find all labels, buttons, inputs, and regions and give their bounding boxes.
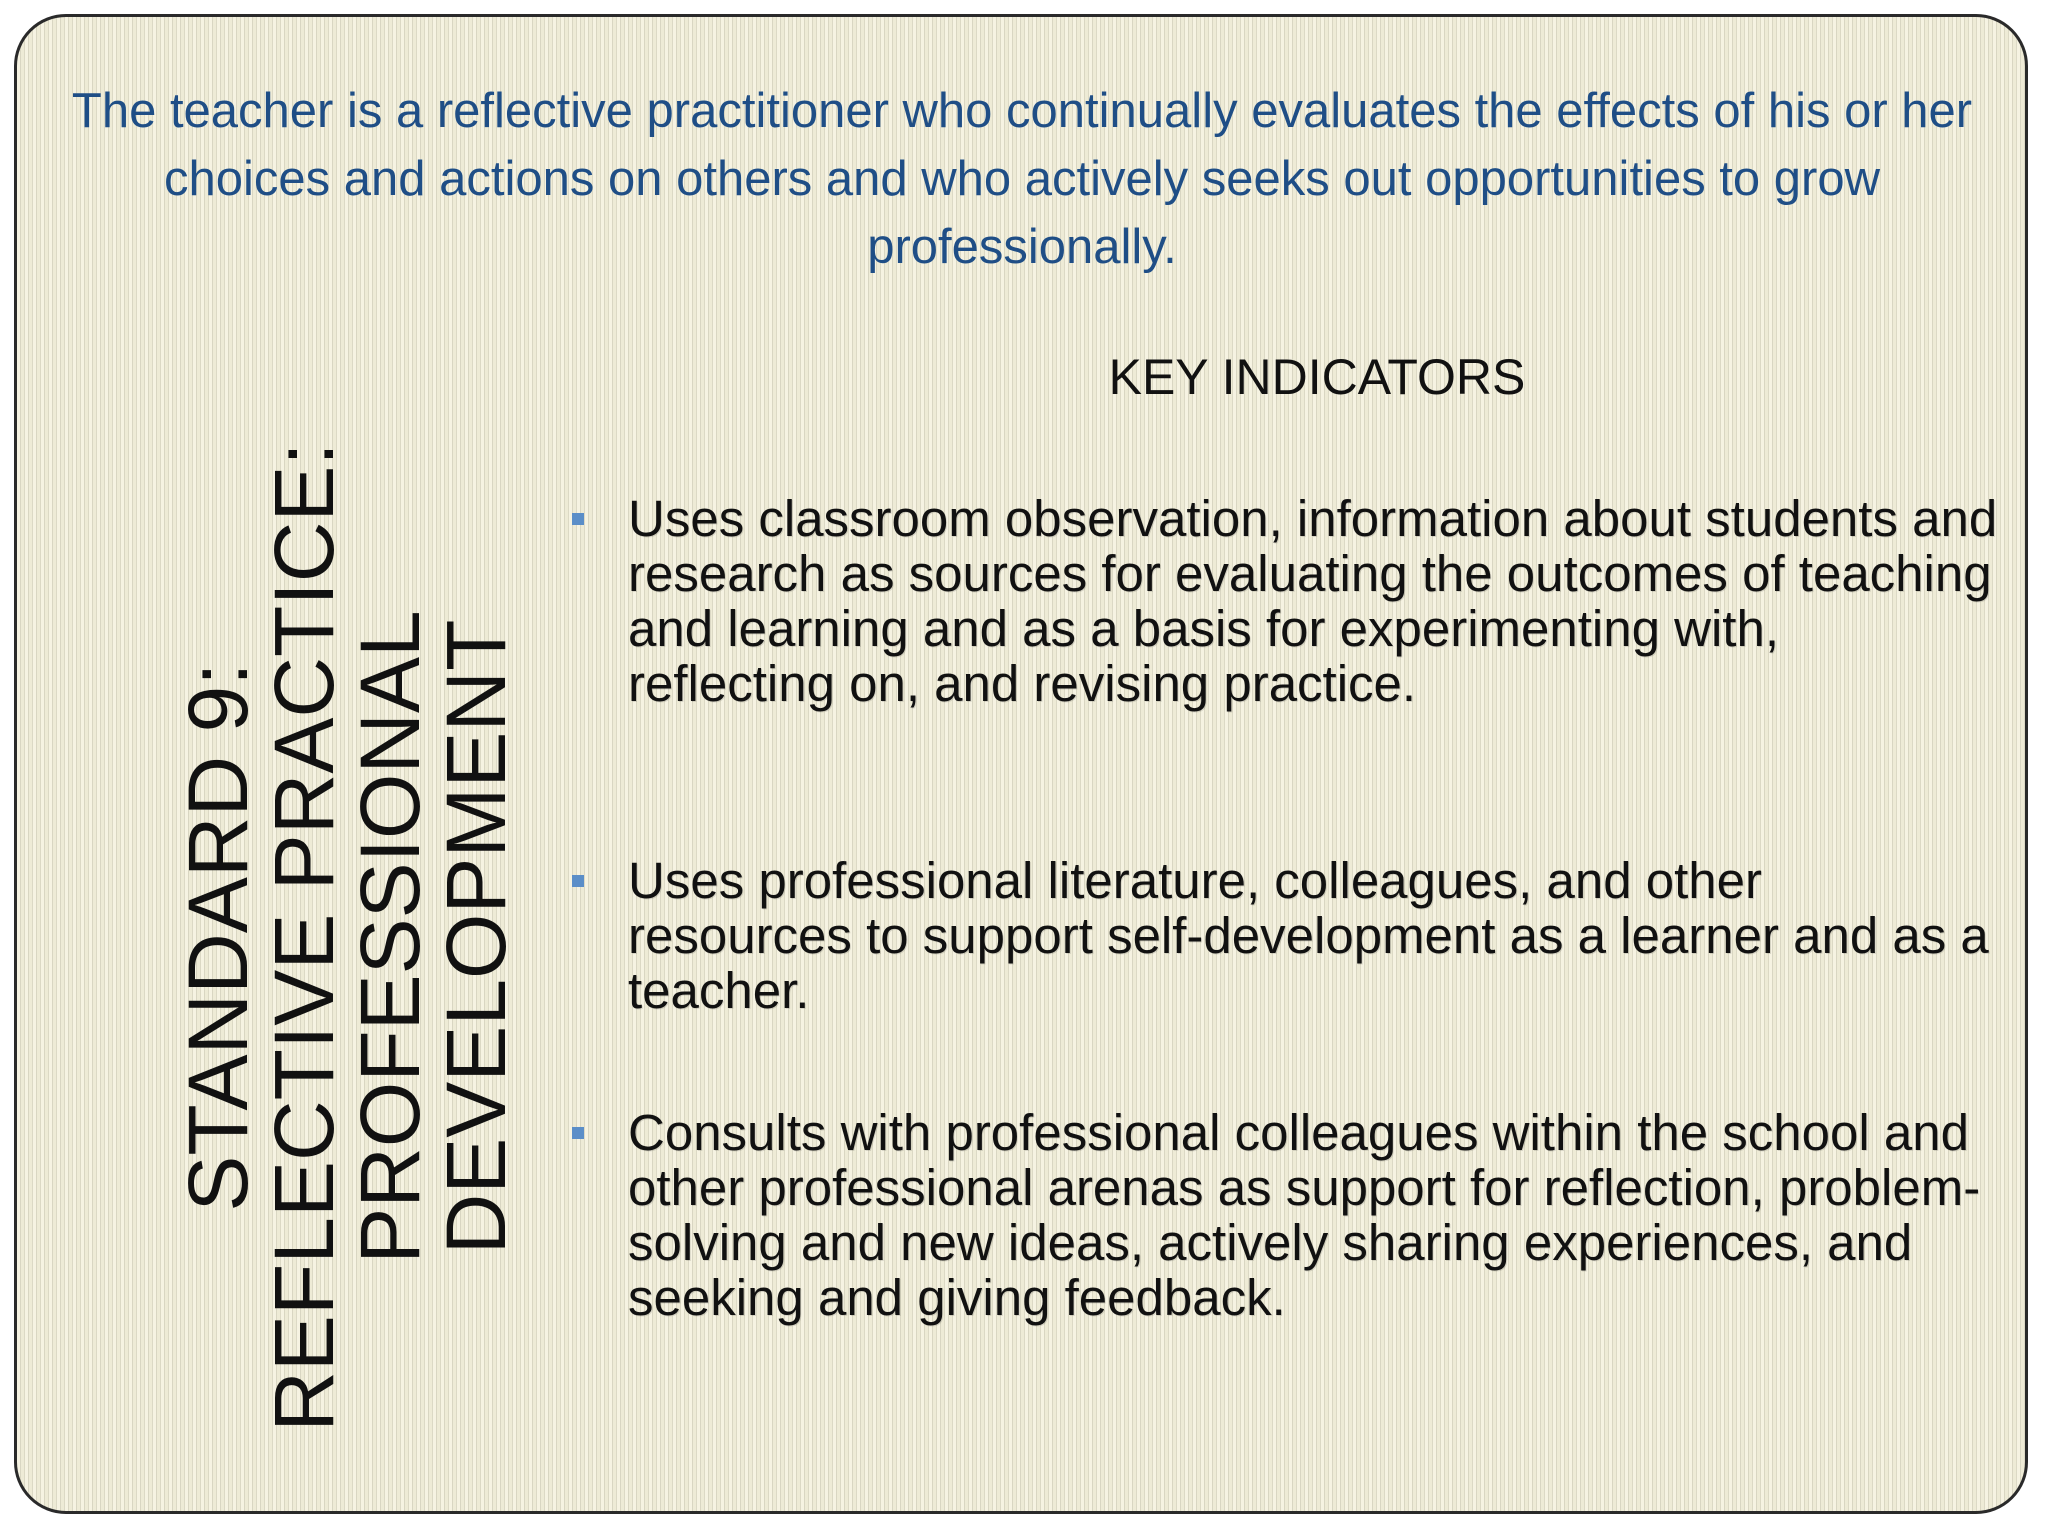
vertical-title-line-standard: STANDARD 9: — [171, 662, 265, 1212]
mission-statement: The teacher is a reflective practitioner who continually evaluates the effects of his or her choices and actions on others and who actively seeks out opportunities to grow professionally. — [71, 84, 1973, 274]
indicator-text: Uses classroom observation, information about students and research as sources for evaluating the outcomes of teaching and learning and as a basis for experimenting with, reflecting on, and revising practice. — [628, 490, 1998, 712]
vertical-title-container — [157, 387, 537, 1487]
vertical-title-line-development: DEVELOPMENT — [429, 619, 523, 1255]
slide-frame — [14, 14, 2028, 1514]
square-bullet-icon — [572, 875, 584, 887]
indicator-text: Uses professional literature, colleagues, and other resources to support self-development as a learner and as a teacher. — [628, 852, 1989, 1019]
vertical-title-line-reflective: REFLECTIVE PRACTICE: — [257, 442, 351, 1432]
indicator-text: Consults with professional colleagues within the school and other professional arenas as support for reflection, problem-solving and new ideas, actively sharing experiences, and seeking and giving feedback. — [628, 1104, 1981, 1326]
square-bullet-icon — [572, 513, 584, 525]
key-indicators-heading: KEY INDICATORS — [1108, 349, 1526, 405]
square-bullet-icon — [572, 1127, 584, 1139]
vertical-title — [171, 387, 523, 1487]
vertical-title-line-professional: PROFESSIONAL — [343, 610, 437, 1264]
